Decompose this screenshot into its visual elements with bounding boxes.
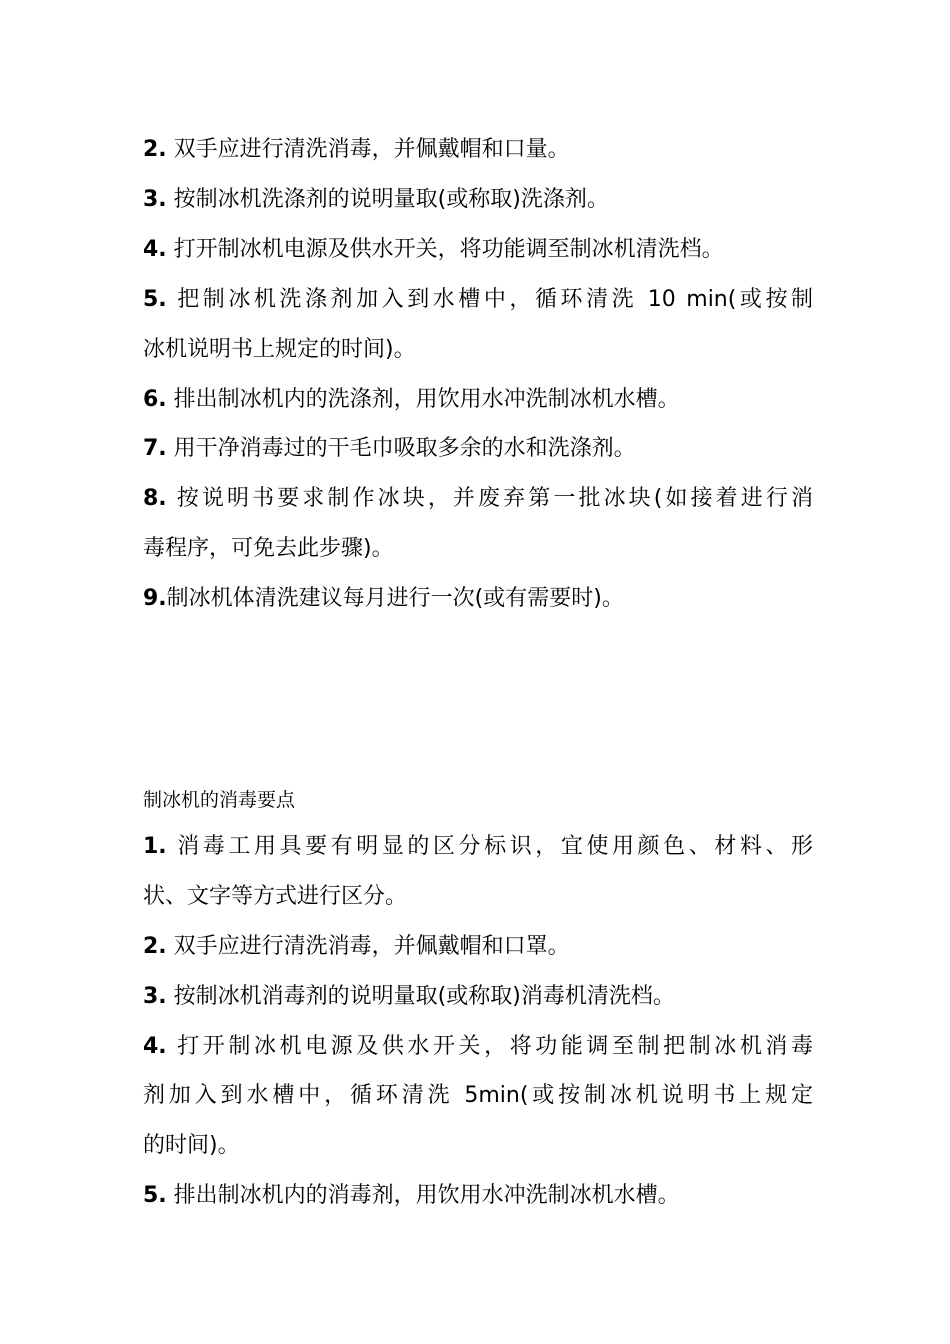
step-text: 把制冰机洗涤剂加入到水槽中，循环清洗 10 min(或按制 bbox=[166, 287, 813, 312]
step-text: 打开制冰机电源及供水开关，将功能调至制冰机清洗档。 bbox=[166, 237, 724, 262]
step-text: 按制冰机洗涤剂的说明量取(或称取)洗涤剂。 bbox=[166, 187, 609, 212]
section-heading: 制冰机的消毒要点 bbox=[143, 789, 296, 811]
step-number: 7. bbox=[143, 436, 167, 461]
step-number: 2. bbox=[143, 137, 167, 162]
step-6-line bbox=[143, 385, 813, 415]
disinfect-step-2-line bbox=[143, 932, 813, 962]
disinfect-step-1-continuation: 状、文字等方式进行区分。 bbox=[143, 884, 408, 909]
disinfect-step-1-line bbox=[143, 832, 813, 862]
step-text: 排出制冰机内的消毒剂，用饮用水冲洗制冰机水槽。 bbox=[166, 1183, 680, 1208]
step-number: 3. bbox=[143, 984, 167, 1009]
step-number: 5. bbox=[143, 287, 167, 312]
step-number: 3. bbox=[143, 187, 167, 212]
step-number: 1. bbox=[143, 834, 167, 859]
step-4-line bbox=[143, 235, 813, 265]
step-8-continuation: 毒程序，可免去此步骤)。 bbox=[143, 536, 394, 561]
step-text: 制冰机体清洗建议每月进行一次(或有需要时)。 bbox=[166, 586, 624, 611]
step-text: 按制冰机消毒剂的说明量取(或称取)消毒机清洗档。 bbox=[166, 984, 675, 1009]
step-number: 8. bbox=[143, 486, 167, 511]
step-number: 5. bbox=[143, 1183, 167, 1208]
step-2-line bbox=[143, 135, 813, 165]
step-text: 消毒工用具要有明显的区分标识，宜使用颜色、材料、形 bbox=[166, 834, 813, 859]
disinfect-step-4-line bbox=[143, 1032, 813, 1062]
step-text: 双手应进行清洗消毒，并佩戴帽和口罩。 bbox=[166, 934, 570, 959]
disinfect-step-4-continuation: 剂加入到水槽中，循环清洗 5min(或按制冰机说明书上规定 bbox=[143, 1083, 813, 1108]
step-number: 6. bbox=[143, 387, 167, 412]
disinfect-step-5-line bbox=[143, 1181, 813, 1211]
step-8-line bbox=[143, 484, 813, 514]
step-text: 按说明书要求制作冰块，并废弃第一批冰块(如接着进行消 bbox=[166, 486, 813, 511]
step-text: 用干净消毒过的干毛巾吸取多余的水和洗涤剂。 bbox=[166, 436, 636, 461]
step-number: 9. bbox=[143, 586, 167, 611]
disinfect-step-4-continuation-2: 的时间)。 bbox=[143, 1133, 240, 1158]
step-text: 排出制冰机内的洗涤剂，用饮用水冲洗制冰机水槽。 bbox=[166, 387, 680, 412]
step-number: 4. bbox=[143, 1034, 167, 1059]
step-text: 打开制冰机电源及供水开关，将功能调至制把制冰机消毒 bbox=[166, 1034, 813, 1059]
step-text: 双手应进行清洗消毒，并佩戴帽和口量。 bbox=[166, 137, 570, 162]
step-7-line bbox=[143, 434, 813, 464]
step-5-continuation: 冰机说明书上规定的时间)。 bbox=[143, 337, 416, 362]
step-number: 4. bbox=[143, 237, 167, 262]
step-number: 2. bbox=[143, 934, 167, 959]
step-5-line bbox=[143, 285, 813, 315]
step-3-line bbox=[143, 185, 813, 215]
disinfect-step-3-line bbox=[143, 982, 813, 1012]
step-9-line bbox=[143, 584, 813, 614]
